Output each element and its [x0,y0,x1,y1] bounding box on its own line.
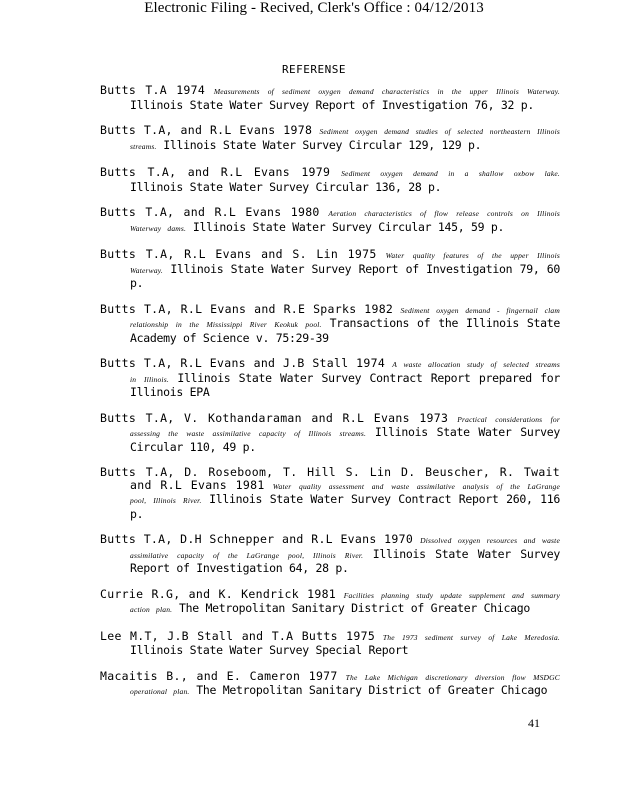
reference-source: The Metropolitan Sanitary District of Greater Chicago [196,683,548,697]
reference-title: Sediment oxygen demand - fingernail clam relationship in the Mississippi River Keokuk pool. [130,305,560,329]
reference-source: Illinois State Water Survey Circular 129, 129 p. [163,137,482,152]
reference-author: Butts T.A, and R.L Evans 1979 [100,165,331,179]
reference-source: Illinois State Water Survey Special Report [130,643,409,657]
reference-source: Illinois State Water Survey Circular 110, 49 p. [130,425,561,454]
reference-title: Measurements of sediment oxygen demand characteristics in the upper Illinois Waterway. [213,87,560,96]
reference-title: Aeration characteristics of flow release controls on Illinois Waterway dams. [130,209,560,233]
reference-source: Illinois State Water Survey Contract Report 260, 116 p. [130,492,560,521]
reference-source: Illinois State Water Survey Report of Investigation 76, 32 p. [130,97,535,112]
reference-entry [100,303,560,345]
reference-entry [100,206,560,235]
reference-entry [100,533,560,575]
reference-title: The Lake Michigan discretionary diversion flow MSDGC operational plan. [130,672,560,696]
page-number: 41 [528,716,540,730]
reference-entry [100,466,560,520]
reference-title: Sediment oxygen demand studies of selected northeastern Illinois streams. [130,127,560,151]
filing-stamp-header: Electronic Filing - Recived, Clerk's Office : 04/12/2013 [144,0,484,16]
reference-title: Facilities planning study update supplement and summary action plan. [130,590,560,614]
reference-title: Sediment oxygen demand in a shallow oxbow lake. [341,169,560,178]
reference-entry [100,248,560,290]
reference-author: Butts T.A, D. Roseboom, T. Hill S. Lin D. Beuscher, R. Twait and R.L Evans 1981 [100,465,560,492]
reference-entry [100,124,560,153]
reference-title: Water quality features of the upper Illinois Waterway. [130,251,560,275]
reference-author: Butts T.A, and R.L Evans 1978 [100,123,313,137]
reference-title: Practical considerations for assessing the waste assimilative capacity of Illinois streams. [130,414,560,438]
reference-entry [100,84,560,111]
reference-list [100,84,560,712]
reference-author: Butts T.A, V. Kothandaraman and R.L Evans 1973 [100,410,449,425]
reference-author: Butts T.A, R.L Evans and S. Lin 1975 [100,247,377,261]
reference-author: Butts T.A, R.L Evans and R.E Sparks 1982 [100,301,394,316]
reference-author: Butts T.A, and R.L Evans 1980 [100,205,320,219]
reference-source: Illinois State Water Survey Circular 145, 59 p. [192,219,505,234]
reference-title: A waste allocation study of selected streams in Illinois. [130,360,560,384]
reference-source: Illinois State Water Survey Circular 136, 28 p. [130,179,442,194]
reference-author: Butts T.A 1974 [100,83,206,97]
reference-title: Water quality assessment and waste assimilative analysis of the LaGrange pool, Illinois River. [130,481,560,505]
reference-entry [100,588,560,617]
reference-title: Dissolved oxygen resources and waste assimilative capacity of the LaGrange pool, Illinois River. [130,536,560,560]
reference-source: Illinois State Water Survey Report of Investigation 79, 60 p. [130,261,560,290]
reference-entry [100,357,560,399]
reference-author: Butts T.A, D.H Schnepper and R.L Evans 1970 [100,532,414,546]
reference-entry [100,166,560,193]
reference-title: The 1973 sediment survey of Lake Meredosia. [382,632,560,642]
reference-entry [100,412,560,454]
reference-entry [100,630,560,657]
reference-source: Illinois State Water Survey Report of Investigation 64, 28 p. [130,546,560,575]
reference-source: Illinois State Water Survey Contract Report prepared for Illinois EPA [130,370,560,399]
reference-author: Currie R.G, and K. Kendrick 1981 [100,586,337,601]
reference-source: Transactions of the Illinois State Academy of Science v. 75:29-39 [130,316,561,345]
reference-entry [100,670,560,699]
section-title: REFERENSE [281,63,347,76]
reference-author: Butts T.A, R.L Evans and J.B Stall 1974 [100,356,386,370]
reference-author: Lee M.T, J.B Stall and T.A Butts 1975 [100,628,376,643]
reference-author: Macaitis B., and E. Cameron 1977 [100,668,338,683]
reference-source: The Metropolitan Sanitary District of Greater Chicago [178,601,531,615]
